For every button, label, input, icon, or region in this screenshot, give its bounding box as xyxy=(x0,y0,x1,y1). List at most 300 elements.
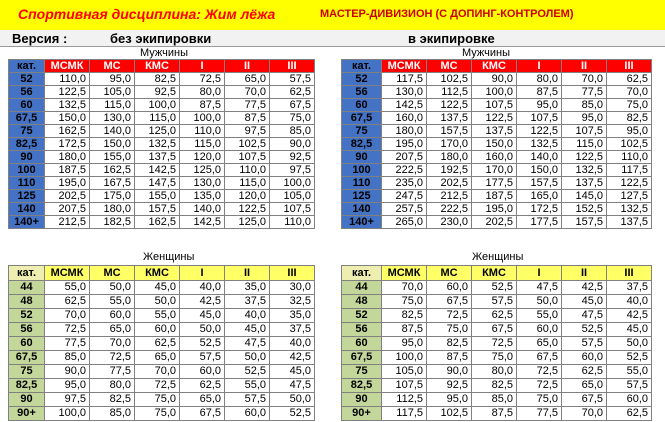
value-cell: 55,0 xyxy=(90,295,135,309)
value-cell: 80,0 xyxy=(90,379,135,393)
header-row xyxy=(342,60,652,73)
value-cell: 50,0 xyxy=(270,393,315,407)
category-cell: 110 xyxy=(342,177,382,190)
table-row xyxy=(9,365,315,379)
value-cell: 92,5 xyxy=(270,151,315,164)
value-cell: 42,5 xyxy=(270,351,315,365)
value-cell: 135,0 xyxy=(180,190,225,203)
value-cell: 100,0 xyxy=(135,99,180,112)
value-cell: 140,0 xyxy=(180,203,225,216)
column-header: II xyxy=(225,60,270,73)
value-cell: 85,0 xyxy=(472,393,517,407)
value-cell: 72,5 xyxy=(427,309,472,323)
value-cell: 102,5 xyxy=(427,73,472,86)
value-cell: 127,5 xyxy=(607,190,652,203)
value-cell: 47,5 xyxy=(270,379,315,393)
men-title-left: Мужчины xyxy=(140,47,189,59)
value-cell: 67,5 xyxy=(472,323,517,337)
column-header: кат. xyxy=(342,60,382,73)
table-row xyxy=(342,281,652,295)
value-cell: 37,5 xyxy=(607,281,652,295)
value-cell: 222,5 xyxy=(382,164,427,177)
value-cell: 132,5 xyxy=(135,138,180,151)
category-cell: 44 xyxy=(342,281,382,295)
value-cell: 70,0 xyxy=(607,86,652,99)
table-row xyxy=(9,177,315,190)
value-cell: 157,5 xyxy=(427,125,472,138)
value-cell: 92,5 xyxy=(427,379,472,393)
value-cell: 50,0 xyxy=(225,351,270,365)
value-cell: 37,5 xyxy=(225,295,270,309)
category-cell: 90 xyxy=(9,393,45,407)
value-cell: 150,0 xyxy=(45,112,90,125)
value-cell: 122,5 xyxy=(45,86,90,99)
value-cell: 75,0 xyxy=(607,99,652,112)
value-cell: 115,0 xyxy=(90,99,135,112)
column-header: III xyxy=(607,266,652,281)
value-cell: 130,0 xyxy=(90,112,135,125)
table-row xyxy=(342,216,652,229)
value-cell: 87,5 xyxy=(382,323,427,337)
value-cell: 37,5 xyxy=(270,323,315,337)
value-cell: 57,5 xyxy=(562,337,607,351)
header-row xyxy=(342,266,652,281)
value-cell: 102,5 xyxy=(225,138,270,151)
value-cell: 67,5 xyxy=(562,393,607,407)
value-cell: 152,5 xyxy=(562,203,607,216)
value-cell: 75,0 xyxy=(135,393,180,407)
value-cell: 157,5 xyxy=(517,177,562,190)
value-cell: 60,0 xyxy=(562,351,607,365)
value-cell: 57,5 xyxy=(472,295,517,309)
value-cell: 87,5 xyxy=(225,112,270,125)
value-cell: 180,0 xyxy=(45,151,90,164)
value-cell: 50,0 xyxy=(135,295,180,309)
value-cell: 80,0 xyxy=(180,86,225,99)
value-cell: 177,5 xyxy=(517,216,562,229)
value-cell: 162,5 xyxy=(135,216,180,229)
value-cell: 42,5 xyxy=(180,295,225,309)
version-label: Версия : xyxy=(12,31,68,46)
category-cell: 75 xyxy=(9,365,45,379)
value-cell: 77,5 xyxy=(90,365,135,379)
men-table-raw xyxy=(8,59,315,229)
value-cell: 195,0 xyxy=(45,177,90,190)
value-cell: 157,5 xyxy=(135,203,180,216)
category-cell: 90+ xyxy=(9,407,45,421)
value-cell: 105,0 xyxy=(270,190,315,203)
table-row xyxy=(9,351,315,365)
value-cell: 150,0 xyxy=(517,164,562,177)
value-cell: 247,5 xyxy=(382,190,427,203)
table-row xyxy=(9,216,315,229)
table-row xyxy=(9,281,315,295)
value-cell: 92,5 xyxy=(135,86,180,99)
column-header: МСМК xyxy=(382,266,427,281)
table-row xyxy=(9,125,315,138)
value-cell: 82,5 xyxy=(427,337,472,351)
table-row xyxy=(9,393,315,407)
value-cell: 62,5 xyxy=(135,337,180,351)
value-cell: 52,5 xyxy=(270,407,315,421)
value-cell: 40,0 xyxy=(225,309,270,323)
value-cell: 60,0 xyxy=(180,365,225,379)
value-cell: 45,0 xyxy=(225,323,270,337)
value-cell: 60,0 xyxy=(607,393,652,407)
category-cell: 56 xyxy=(342,86,382,99)
table-row xyxy=(342,86,652,99)
value-cell: 55,0 xyxy=(607,365,652,379)
category-cell: 90 xyxy=(9,151,45,164)
value-cell: 60,0 xyxy=(517,323,562,337)
variant-raw: без экипировки xyxy=(110,31,212,46)
column-header: III xyxy=(270,266,315,281)
value-cell: 65,0 xyxy=(90,323,135,337)
category-cell: 44 xyxy=(9,281,45,295)
value-cell: 85,0 xyxy=(90,407,135,421)
value-cell: 65,0 xyxy=(562,379,607,393)
value-cell: 67,5 xyxy=(427,295,472,309)
table-row xyxy=(9,379,315,393)
table-row xyxy=(9,309,315,323)
value-cell: 87,5 xyxy=(472,407,517,421)
value-cell: 97,5 xyxy=(270,164,315,177)
table-row xyxy=(342,138,652,151)
value-cell: 112,5 xyxy=(382,393,427,407)
value-cell: 70,0 xyxy=(382,281,427,295)
value-cell: 80,0 xyxy=(517,73,562,86)
value-cell: 142,5 xyxy=(382,99,427,112)
value-cell: 75,0 xyxy=(472,351,517,365)
value-cell: 137,5 xyxy=(607,216,652,229)
value-cell: 140,0 xyxy=(517,151,562,164)
table-row xyxy=(342,407,652,421)
value-cell: 132,5 xyxy=(607,203,652,216)
value-cell: 30,0 xyxy=(270,281,315,295)
value-cell: 70,0 xyxy=(562,407,607,421)
value-cell: 90,0 xyxy=(472,73,517,86)
category-cell: 52 xyxy=(342,73,382,86)
value-cell: 107,5 xyxy=(270,203,315,216)
category-cell: 90 xyxy=(342,151,382,164)
value-cell: 65,0 xyxy=(517,337,562,351)
value-cell: 90,0 xyxy=(427,365,472,379)
value-cell: 110,0 xyxy=(270,216,315,229)
table-row xyxy=(342,73,652,86)
value-cell: 50,0 xyxy=(607,337,652,351)
column-header: КМС xyxy=(135,60,180,73)
table-row xyxy=(342,177,652,190)
value-cell: 160,0 xyxy=(382,112,427,125)
column-header: МС xyxy=(90,60,135,73)
table-row xyxy=(9,203,315,216)
value-cell: 47,5 xyxy=(562,309,607,323)
value-cell: 82,5 xyxy=(135,73,180,86)
value-cell: 77,5 xyxy=(562,86,607,99)
men-table-equipped xyxy=(341,59,652,229)
category-cell: 60 xyxy=(9,337,45,351)
value-cell: 62,5 xyxy=(180,379,225,393)
value-cell: 57,5 xyxy=(180,351,225,365)
value-cell: 77,5 xyxy=(45,337,90,351)
value-cell: 72,5 xyxy=(517,379,562,393)
category-cell: 100 xyxy=(342,164,382,177)
value-cell: 95,0 xyxy=(90,73,135,86)
page-title: Спортивная дисциплина: Жим лёжа xyxy=(18,6,276,22)
column-header: МС xyxy=(427,60,472,73)
value-cell: 207,5 xyxy=(45,203,90,216)
value-cell: 130,0 xyxy=(180,177,225,190)
value-cell: 167,5 xyxy=(90,177,135,190)
category-cell: 67,5 xyxy=(342,351,382,365)
value-cell: 62,5 xyxy=(472,309,517,323)
value-cell: 137,5 xyxy=(562,177,607,190)
value-cell: 52,5 xyxy=(472,281,517,295)
value-cell: 57,5 xyxy=(225,393,270,407)
value-cell: 95,0 xyxy=(517,99,562,112)
value-cell: 142,5 xyxy=(135,164,180,177)
value-cell: 60,0 xyxy=(90,309,135,323)
value-cell: 142,5 xyxy=(180,216,225,229)
table-row xyxy=(9,138,315,151)
value-cell: 150,0 xyxy=(90,138,135,151)
value-cell: 212,5 xyxy=(427,190,472,203)
value-cell: 115,0 xyxy=(225,177,270,190)
value-cell: 175,0 xyxy=(90,190,135,203)
table-row xyxy=(9,112,315,125)
women-table-equipped xyxy=(341,265,652,421)
category-cell: 82,5 xyxy=(342,138,382,151)
value-cell: 60,0 xyxy=(225,407,270,421)
table-row xyxy=(9,323,315,337)
value-cell: 75,0 xyxy=(427,323,472,337)
value-cell: 65,0 xyxy=(135,351,180,365)
value-cell: 87,5 xyxy=(427,351,472,365)
value-cell: 125,0 xyxy=(225,216,270,229)
value-cell: 95,0 xyxy=(382,337,427,351)
value-cell: 95,0 xyxy=(562,112,607,125)
value-cell: 162,5 xyxy=(45,125,90,138)
column-header: МСМК xyxy=(382,60,427,73)
value-cell: 75,0 xyxy=(517,393,562,407)
value-cell: 132,5 xyxy=(562,164,607,177)
category-cell: 48 xyxy=(9,295,45,309)
value-cell: 110,0 xyxy=(180,125,225,138)
column-header: кат. xyxy=(342,266,382,281)
column-header: кат. xyxy=(9,60,45,73)
table-row xyxy=(9,337,315,351)
value-cell: 155,0 xyxy=(135,190,180,203)
category-cell: 52 xyxy=(9,73,45,86)
category-cell: 67,5 xyxy=(342,112,382,125)
value-cell: 85,0 xyxy=(45,351,90,365)
value-cell: 35,0 xyxy=(225,281,270,295)
value-cell: 52,5 xyxy=(607,351,652,365)
column-header: МСМК xyxy=(45,60,90,73)
value-cell: 87,5 xyxy=(517,86,562,99)
table-row xyxy=(9,99,315,112)
value-cell: 107,5 xyxy=(517,112,562,125)
category-cell: 56 xyxy=(9,323,45,337)
column-header: I xyxy=(517,60,562,73)
table-row xyxy=(342,379,652,393)
header-row xyxy=(9,266,315,281)
value-cell: 62,5 xyxy=(607,73,652,86)
column-header: I xyxy=(180,60,225,73)
table-row xyxy=(342,309,652,323)
value-cell: 90,0 xyxy=(45,365,90,379)
category-cell: 75 xyxy=(342,365,382,379)
category-cell: 60 xyxy=(342,337,382,351)
value-cell: 85,0 xyxy=(270,125,315,138)
value-cell: 62,5 xyxy=(45,295,90,309)
value-cell: 50,0 xyxy=(517,295,562,309)
value-cell: 172,5 xyxy=(517,203,562,216)
column-header: II xyxy=(562,60,607,73)
value-cell: 52,5 xyxy=(225,365,270,379)
value-cell: 115,0 xyxy=(562,138,607,151)
value-cell: 100,0 xyxy=(472,86,517,99)
category-cell: 140+ xyxy=(9,216,45,229)
value-cell: 100,0 xyxy=(180,112,225,125)
category-cell: 125 xyxy=(342,190,382,203)
value-cell: 180,0 xyxy=(90,203,135,216)
value-cell: 52,5 xyxy=(180,337,225,351)
value-cell: 125,0 xyxy=(135,125,180,138)
category-cell: 60 xyxy=(342,99,382,112)
value-cell: 50,0 xyxy=(180,323,225,337)
value-cell: 165,0 xyxy=(517,190,562,203)
value-cell: 45,0 xyxy=(270,365,315,379)
category-cell: 75 xyxy=(9,125,45,138)
value-cell: 72,5 xyxy=(517,365,562,379)
column-header: III xyxy=(607,60,652,73)
value-cell: 72,5 xyxy=(90,351,135,365)
value-cell: 45,0 xyxy=(135,281,180,295)
table-row xyxy=(342,112,652,125)
value-cell: 202,5 xyxy=(45,190,90,203)
value-cell: 62,5 xyxy=(607,407,652,421)
value-cell: 100,0 xyxy=(45,407,90,421)
value-cell: 75,0 xyxy=(135,407,180,421)
division-title: МАСТЕР-ДИВИЗИОН (С ДОПИНГ-КОНТРОЛЕМ) xyxy=(320,8,574,20)
value-cell: 70,0 xyxy=(225,86,270,99)
category-cell: 82,5 xyxy=(9,379,45,393)
value-cell: 70,0 xyxy=(135,365,180,379)
value-cell: 62,5 xyxy=(562,365,607,379)
value-cell: 132,5 xyxy=(517,138,562,151)
value-cell: 45,0 xyxy=(180,309,225,323)
value-cell: 172,5 xyxy=(45,138,90,151)
value-cell: 107,5 xyxy=(225,151,270,164)
value-cell: 102,5 xyxy=(427,407,472,421)
table-row xyxy=(342,365,652,379)
value-cell: 160,0 xyxy=(472,151,517,164)
column-header: I xyxy=(180,266,225,281)
value-cell: 235,0 xyxy=(382,177,427,190)
value-cell: 57,5 xyxy=(270,73,315,86)
category-cell: 67,5 xyxy=(9,112,45,125)
value-cell: 130,0 xyxy=(382,86,427,99)
value-cell: 180,0 xyxy=(427,151,472,164)
value-cell: 122,5 xyxy=(517,125,562,138)
value-cell: 122,5 xyxy=(225,203,270,216)
value-cell: 55,0 xyxy=(517,309,562,323)
column-header: МС xyxy=(90,266,135,281)
table-row xyxy=(342,323,652,337)
category-cell: 125 xyxy=(9,190,45,203)
column-header: кат. xyxy=(9,266,45,281)
category-cell: 90+ xyxy=(342,407,382,421)
value-cell: 122,5 xyxy=(607,177,652,190)
value-cell: 122,5 xyxy=(427,99,472,112)
table-row xyxy=(342,164,652,177)
table-row xyxy=(9,86,315,99)
value-cell: 107,5 xyxy=(472,99,517,112)
value-cell: 65,0 xyxy=(180,393,225,407)
value-cell: 85,0 xyxy=(562,99,607,112)
value-cell: 195,0 xyxy=(472,203,517,216)
value-cell: 207,5 xyxy=(382,151,427,164)
value-cell: 257,5 xyxy=(382,203,427,216)
value-cell: 212,5 xyxy=(45,216,90,229)
value-cell: 155,0 xyxy=(90,151,135,164)
column-header: МСМК xyxy=(45,266,90,281)
value-cell: 67,5 xyxy=(270,99,315,112)
value-cell: 117,5 xyxy=(382,407,427,421)
value-cell: 150,0 xyxy=(472,138,517,151)
value-cell: 95,0 xyxy=(45,379,90,393)
value-cell: 42,5 xyxy=(562,281,607,295)
value-cell: 202,5 xyxy=(427,177,472,190)
value-cell: 202,5 xyxy=(472,216,517,229)
value-cell: 87,5 xyxy=(180,99,225,112)
category-cell: 82,5 xyxy=(342,379,382,393)
value-cell: 75,0 xyxy=(270,112,315,125)
value-cell: 265,0 xyxy=(382,216,427,229)
category-cell: 56 xyxy=(9,86,45,99)
value-cell: 82,5 xyxy=(607,112,652,125)
value-cell: 117,5 xyxy=(382,73,427,86)
value-cell: 40,0 xyxy=(180,281,225,295)
value-cell: 32,5 xyxy=(270,295,315,309)
value-cell: 177,5 xyxy=(472,177,517,190)
value-cell: 67,5 xyxy=(517,351,562,365)
header-row xyxy=(9,60,315,73)
table-row xyxy=(342,337,652,351)
column-header: II xyxy=(562,266,607,281)
category-cell: 82,5 xyxy=(9,138,45,151)
category-cell: 48 xyxy=(342,295,382,309)
value-cell: 50,0 xyxy=(90,281,135,295)
category-cell: 52 xyxy=(9,309,45,323)
value-cell: 95,0 xyxy=(607,125,652,138)
column-header: II xyxy=(225,266,270,281)
version-bar xyxy=(0,30,665,47)
value-cell: 72,5 xyxy=(472,337,517,351)
value-cell: 170,0 xyxy=(472,164,517,177)
value-cell: 45,0 xyxy=(562,295,607,309)
value-cell: 145,0 xyxy=(562,190,607,203)
table-row xyxy=(9,190,315,203)
value-cell: 45,0 xyxy=(607,323,652,337)
value-cell: 107,5 xyxy=(382,379,427,393)
value-cell: 70,0 xyxy=(90,337,135,351)
value-cell: 62,5 xyxy=(270,86,315,99)
value-cell: 137,5 xyxy=(135,151,180,164)
value-cell: 82,5 xyxy=(472,379,517,393)
value-cell: 187,5 xyxy=(472,190,517,203)
